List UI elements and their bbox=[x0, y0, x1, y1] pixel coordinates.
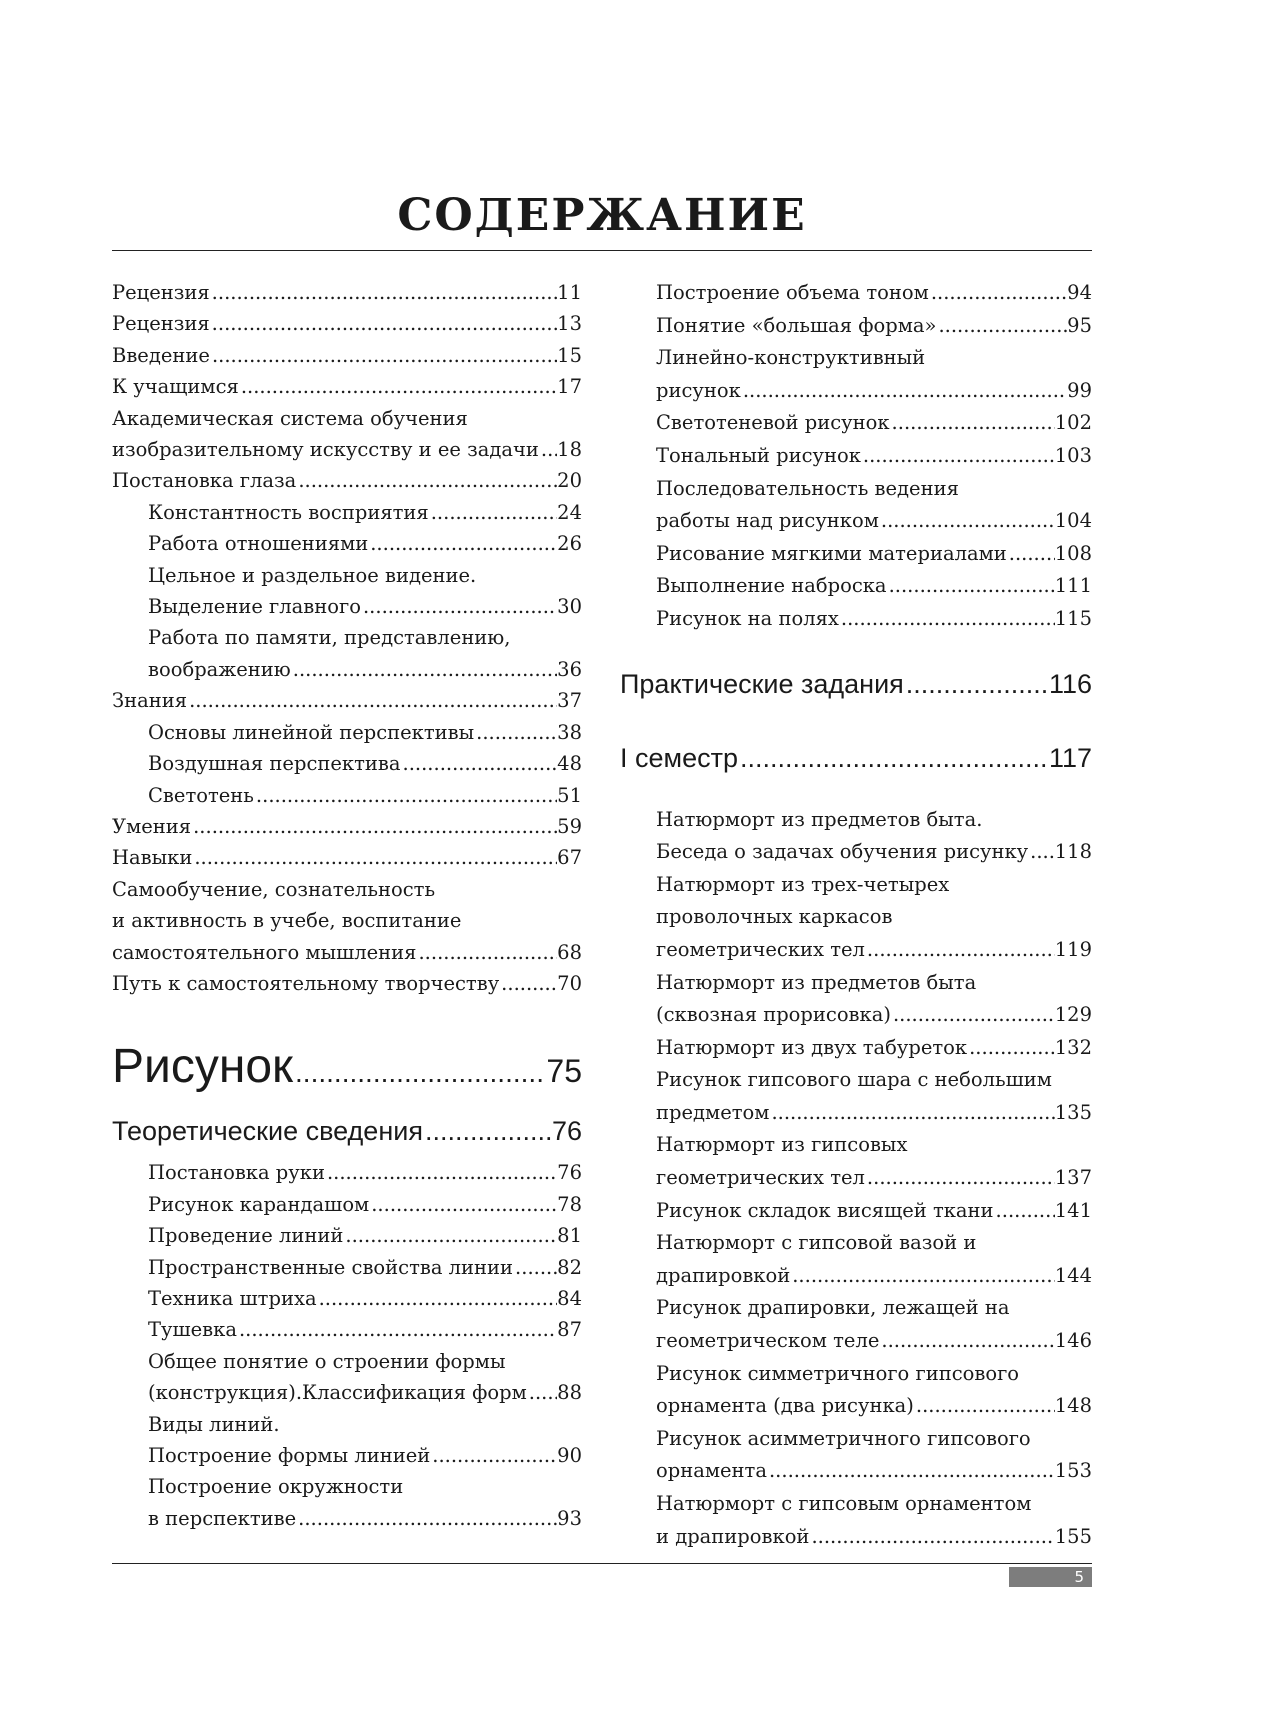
toc-entry-title: Работа отношениями bbox=[148, 532, 369, 556]
toc-entry bbox=[620, 1260, 1092, 1293]
toc-page-number: 20 bbox=[557, 469, 582, 493]
toc-entry bbox=[112, 528, 582, 559]
toc-entry bbox=[620, 538, 1092, 571]
toc-entry-title: (сквозная прорисовка) bbox=[656, 1003, 891, 1027]
toc-entry-title: орнамента (два рисунка) bbox=[656, 1394, 914, 1418]
toc-section-title: I семестр bbox=[620, 742, 738, 773]
toc-entry bbox=[112, 308, 582, 339]
toc-entry-title: Натюрморт из гипсовых bbox=[656, 1133, 908, 1157]
toc-entry-title: Постановка руки bbox=[148, 1161, 325, 1185]
toc-leader bbox=[1007, 538, 1055, 571]
toc-entry bbox=[112, 1314, 582, 1345]
toc-leader bbox=[865, 1162, 1055, 1195]
toc-leader bbox=[343, 1220, 557, 1251]
toc-entry bbox=[112, 371, 582, 402]
toc-entry-title: Натюрморт из двух табуреток bbox=[656, 1035, 968, 1059]
toc-page-number: 132 bbox=[1054, 1035, 1092, 1059]
toc-leader bbox=[296, 1503, 557, 1534]
toc-page-number: 68 bbox=[557, 940, 582, 964]
toc-leader bbox=[539, 434, 557, 465]
toc-entry bbox=[620, 375, 1092, 408]
toc-page-number: 118 bbox=[1054, 840, 1092, 864]
toc-leader bbox=[887, 570, 1055, 603]
toc-leader bbox=[890, 407, 1055, 440]
toc-leader bbox=[769, 1097, 1054, 1130]
toc-leader bbox=[239, 371, 557, 402]
toc-leader bbox=[296, 465, 557, 496]
toc-entry bbox=[112, 937, 582, 968]
toc-page-number: 153 bbox=[1054, 1459, 1092, 1483]
toc-entry-title: Последовательность ведения bbox=[656, 476, 959, 500]
toc-entry bbox=[112, 811, 582, 842]
toc-entry-title: Пространственные свойства линии bbox=[148, 1255, 514, 1279]
toc-leader bbox=[891, 999, 1055, 1032]
toc-entry-title: Выполнение наброска bbox=[656, 574, 887, 598]
toc-entry bbox=[112, 1471, 582, 1502]
toc-page-number: 87 bbox=[557, 1318, 582, 1342]
toc-entry bbox=[112, 874, 582, 905]
toc-entry bbox=[112, 905, 582, 936]
toc-entry bbox=[620, 310, 1092, 343]
toc-leader bbox=[994, 1195, 1055, 1228]
toc-section-practice bbox=[620, 662, 1092, 706]
toc-leader bbox=[325, 1157, 557, 1188]
toc-leader bbox=[914, 1390, 1055, 1423]
toc-page-number: 108 bbox=[1054, 541, 1092, 565]
toc-entry-title: Выделение главного bbox=[148, 595, 361, 619]
toc-entry-title: Умения bbox=[112, 814, 192, 838]
toc-entry-title: Самообучение, сознательность bbox=[112, 877, 436, 901]
toc-page-number: 48 bbox=[557, 752, 582, 776]
toc-entry-title: Основы линейной перспективы bbox=[148, 720, 475, 744]
toc-entry bbox=[620, 473, 1092, 506]
toc-entry-title: геометрическом теле bbox=[656, 1329, 880, 1353]
toc-leader bbox=[191, 811, 557, 842]
toc-entry-title: рисунок bbox=[656, 378, 741, 402]
toc-section-theory bbox=[112, 1109, 582, 1153]
toc-leader bbox=[499, 968, 557, 999]
toc-page-number: 38 bbox=[557, 720, 582, 744]
toc-right-top-list bbox=[620, 277, 1092, 636]
toc-page-number: 115 bbox=[1054, 606, 1092, 630]
toc-section-title: Теоретические сведения bbox=[112, 1116, 423, 1147]
toc-entry-title: Светотеневой рисунок bbox=[656, 411, 890, 435]
toc-entry bbox=[620, 1292, 1092, 1325]
toc-entry bbox=[620, 999, 1092, 1032]
toc-section-title: Рисунок bbox=[112, 1040, 294, 1094]
toc-page-number: 17 bbox=[557, 375, 582, 399]
toc-entry-title: Постановка глаза bbox=[112, 469, 297, 493]
toc-entry-title: Рецензия bbox=[112, 281, 210, 304]
toc-entry bbox=[112, 340, 582, 371]
toc-leader bbox=[527, 1377, 557, 1408]
toc-entry-title: Рисунок асимметричного гипсового bbox=[656, 1426, 1031, 1450]
toc-page-number: 37 bbox=[557, 689, 582, 713]
toc-entry-title: проволочных каркасов bbox=[656, 905, 893, 929]
toc-page-number: 99 bbox=[1067, 378, 1092, 402]
toc-entry bbox=[112, 1503, 582, 1534]
toc-entry-title: Работа по памяти, представлению, bbox=[148, 626, 511, 650]
toc-entry-title: Построение окружности bbox=[148, 1475, 404, 1499]
toc-entry bbox=[620, 836, 1092, 869]
toc-entry-title: Построение объема тоном bbox=[656, 281, 929, 304]
toc-page-number: 129 bbox=[1054, 1003, 1092, 1027]
footer-divider bbox=[112, 1563, 1092, 1564]
toc-entry bbox=[620, 1488, 1092, 1521]
toc-entry bbox=[620, 1064, 1092, 1097]
toc-entry bbox=[112, 403, 582, 434]
toc-entry-title: Путь к самостоятельному творчеству bbox=[112, 971, 500, 995]
toc-page-number: 59 bbox=[557, 814, 582, 838]
toc-leader bbox=[809, 1521, 1054, 1554]
toc-leader bbox=[369, 1189, 557, 1220]
toc-entry-title: и драпировкой bbox=[656, 1524, 810, 1548]
toc-page-number: 119 bbox=[1054, 937, 1092, 961]
toc-entry bbox=[112, 968, 582, 999]
toc-left-column bbox=[112, 277, 582, 1534]
toc-page-number: 84 bbox=[557, 1286, 582, 1310]
toc-leader bbox=[254, 780, 557, 811]
toc-section-drawing bbox=[112, 1037, 582, 1103]
toc-leader bbox=[741, 375, 1067, 408]
toc-leader bbox=[291, 654, 557, 685]
toc-entry-title: воображению bbox=[148, 657, 291, 681]
toc-entry bbox=[112, 748, 582, 779]
toc-page-number: 18 bbox=[557, 438, 582, 462]
toc-entry bbox=[620, 1097, 1092, 1130]
toc-page-number: 104 bbox=[1054, 509, 1092, 533]
toc-entry bbox=[620, 1195, 1092, 1228]
toc-left-list bbox=[112, 277, 582, 999]
toc-entry-title: Виды линий. bbox=[148, 1412, 280, 1436]
toc-leader bbox=[210, 277, 558, 308]
toc-section-semester bbox=[620, 736, 1092, 780]
toc-page-number: 15 bbox=[557, 343, 582, 367]
toc-entry-title: Беседа о задачах обучения рисунку bbox=[656, 840, 1029, 864]
toc-leader bbox=[210, 308, 558, 339]
toc-entry-title: Рисунок драпировки, лежащей на bbox=[656, 1296, 1010, 1320]
toc-entry bbox=[112, 685, 582, 716]
toc-page-number: 36 bbox=[557, 657, 582, 681]
toc-entry bbox=[112, 1346, 582, 1377]
toc-entry-title: Рисование мягкими материалами bbox=[656, 541, 1007, 565]
toc-entry bbox=[620, 277, 1092, 310]
toc-page-number: 90 bbox=[557, 1444, 582, 1467]
toc-page-number: 13 bbox=[557, 312, 582, 336]
toc-entry-title: работы над рисунком bbox=[656, 509, 879, 533]
toc-entry bbox=[620, 407, 1092, 440]
toc-entry bbox=[112, 591, 582, 622]
toc-entry-title: Рисунок карандашом bbox=[148, 1192, 370, 1216]
toc-entry bbox=[112, 497, 582, 528]
toc-entry-title: Академическая система обучения bbox=[112, 406, 468, 430]
toc-entry bbox=[112, 1409, 582, 1440]
toc-leader bbox=[317, 1283, 558, 1314]
toc-entry-title: Рисунок симметричного гипсового bbox=[656, 1361, 1020, 1385]
toc-page-number: 75 bbox=[546, 1053, 582, 1090]
toc-entry bbox=[620, 603, 1092, 636]
toc-page-number: 81 bbox=[557, 1224, 582, 1248]
toc-entry-title: Натюрморт из предметов быта bbox=[656, 970, 977, 994]
toc-page-number: 88 bbox=[557, 1381, 582, 1405]
toc-entry-title: Натюрморт из трех-четырех bbox=[656, 872, 950, 896]
toc-leader bbox=[474, 717, 557, 748]
toc-page-number: 95 bbox=[1067, 313, 1092, 337]
toc-entry-title: Рецензия bbox=[112, 312, 210, 336]
toc-page-number: 141 bbox=[1054, 1198, 1092, 1222]
toc-entry bbox=[620, 1521, 1092, 1554]
toc-entry bbox=[112, 1252, 582, 1283]
toc-leader bbox=[368, 528, 557, 559]
toc-leader bbox=[738, 736, 1049, 780]
toc-page-number: 102 bbox=[1054, 411, 1092, 435]
toc-entry bbox=[112, 1157, 582, 1188]
toc-leader bbox=[790, 1260, 1055, 1293]
toc-entry bbox=[620, 570, 1092, 603]
toc-entry-title: Константность восприятия bbox=[148, 500, 429, 524]
toc-leader bbox=[429, 497, 557, 528]
toc-entry-title: и активность в учебе, воспитание bbox=[112, 909, 462, 933]
toc-leader bbox=[936, 310, 1067, 343]
toc-leader bbox=[767, 1455, 1055, 1488]
toc-entry bbox=[620, 505, 1092, 538]
toc-leader bbox=[361, 591, 557, 622]
toc-entry bbox=[112, 1440, 582, 1471]
toc-entry-title: Проведение линий bbox=[148, 1224, 344, 1248]
toc-entry-title: Тушевка bbox=[148, 1318, 237, 1342]
toc-leader bbox=[861, 440, 1055, 473]
toc-leader bbox=[839, 603, 1055, 636]
toc-entry bbox=[112, 1189, 582, 1220]
toc-page-number: 11 bbox=[557, 281, 582, 304]
toc-page-number: 70 bbox=[557, 971, 582, 995]
toc-entry bbox=[620, 1032, 1092, 1065]
toc-page-number: 117 bbox=[1048, 742, 1092, 773]
toc-entry bbox=[112, 560, 582, 591]
toc-page-number: 144 bbox=[1054, 1263, 1092, 1287]
toc-entry-title: геометрических тел bbox=[656, 937, 865, 961]
toc-entry-title: Светотень bbox=[148, 783, 254, 807]
title-divider bbox=[112, 250, 1092, 251]
toc-page-number: 93 bbox=[557, 1506, 582, 1530]
toc-theory-list bbox=[112, 1157, 582, 1534]
toc-entry-title: Рисунок на полях bbox=[656, 606, 839, 630]
toc-entry-title: предметом bbox=[656, 1100, 770, 1124]
toc-entry-title: (конструкция).Классификация форм bbox=[148, 1381, 527, 1405]
toc-page-number: 146 bbox=[1054, 1329, 1092, 1353]
toc-entry bbox=[620, 1162, 1092, 1195]
toc-entry-title: Рисунок складок висящей ткани bbox=[656, 1198, 994, 1222]
toc-page-number: 76 bbox=[557, 1161, 582, 1185]
toc-entry bbox=[112, 1377, 582, 1408]
toc-leader bbox=[210, 340, 557, 371]
toc-page-number: 78 bbox=[557, 1192, 582, 1216]
toc-entry-title: Введение bbox=[112, 343, 210, 367]
toc-entry-title: самостоятельного мышления bbox=[112, 940, 417, 964]
toc-leader bbox=[879, 1325, 1054, 1358]
toc-leader bbox=[192, 842, 557, 873]
toc-entry-title: К учащимся bbox=[112, 375, 239, 399]
toc-page-number: 67 bbox=[557, 846, 582, 870]
toc-page-number: 137 bbox=[1054, 1166, 1092, 1190]
page-number-badge: 5 bbox=[1009, 1567, 1092, 1587]
toc-leader bbox=[879, 505, 1055, 538]
toc-entry-title: изобразительному искусству и ее задачи bbox=[112, 438, 539, 462]
toc-entry-title: Тональный рисунок bbox=[656, 443, 861, 467]
toc-section-title: Практические задания bbox=[620, 668, 904, 699]
toc-entry bbox=[112, 654, 582, 685]
toc-entry bbox=[620, 967, 1092, 1000]
toc-page-number: 30 bbox=[557, 595, 582, 619]
toc-entry-title: Воздушная перспектива bbox=[148, 752, 401, 776]
toc-entry bbox=[112, 277, 582, 308]
toc-page-number: 51 bbox=[557, 783, 582, 807]
toc-entry bbox=[620, 1358, 1092, 1391]
toc-entry-title: геометрических тел bbox=[656, 1166, 865, 1190]
toc-page-number: 135 bbox=[1054, 1100, 1092, 1124]
toc-entry-title: Цельное и раздельное видение. bbox=[148, 563, 477, 587]
toc-page-number: 103 bbox=[1054, 443, 1092, 467]
toc-leader bbox=[430, 1440, 557, 1471]
toc-leader bbox=[1028, 836, 1055, 869]
toc-page-number: 116 bbox=[1048, 668, 1092, 699]
toc-entry bbox=[112, 622, 582, 653]
toc-entry bbox=[620, 1423, 1092, 1456]
toc-entry bbox=[620, 804, 1092, 837]
toc-entry bbox=[620, 869, 1092, 902]
toc-entry-title: Натюрморт с гипсовой вазой и bbox=[656, 1231, 977, 1255]
toc-entry-title: драпировкой bbox=[656, 1263, 791, 1287]
toc-leader bbox=[187, 685, 557, 716]
toc-page-number: 24 bbox=[557, 500, 582, 524]
toc-page-number: 82 bbox=[557, 1255, 582, 1279]
toc-entry bbox=[112, 842, 582, 873]
toc-entry-title: Общее понятие о строении формы bbox=[148, 1349, 506, 1373]
toc-entry bbox=[620, 901, 1092, 934]
toc-leader bbox=[967, 1032, 1055, 1065]
toc-leader bbox=[513, 1252, 557, 1283]
toc-entry bbox=[112, 465, 582, 496]
toc-entry-title: Линейно-конструктивный bbox=[656, 346, 926, 370]
toc-entry bbox=[620, 1455, 1092, 1488]
toc-entry bbox=[112, 780, 582, 811]
toc-entry bbox=[620, 1325, 1092, 1358]
toc-entry-title: Понятие «большая форма» bbox=[656, 313, 937, 337]
toc-entry bbox=[112, 1220, 582, 1251]
toc-leader bbox=[237, 1314, 557, 1345]
toc-page-number: 148 bbox=[1054, 1394, 1092, 1418]
toc-leader bbox=[416, 937, 557, 968]
toc-page-number: 26 bbox=[557, 532, 582, 556]
page-title: СОДЕРЖАНИЕ bbox=[397, 190, 807, 241]
toc-entry bbox=[620, 1227, 1092, 1260]
toc-entry-title: Построение формы линией bbox=[148, 1444, 431, 1467]
toc-entry bbox=[620, 440, 1092, 473]
toc-semester-list bbox=[620, 804, 1092, 1554]
toc-leader bbox=[423, 1109, 552, 1153]
toc-entry bbox=[620, 934, 1092, 967]
toc-entry-title: в перспективе bbox=[148, 1506, 297, 1530]
toc-entry bbox=[620, 1129, 1092, 1162]
toc-entry-title: Техника штриха bbox=[148, 1286, 317, 1310]
toc-entry-title: Рисунок гипсового шара с небольшим bbox=[656, 1068, 1052, 1092]
toc-entry bbox=[112, 434, 582, 465]
toc-leader bbox=[401, 748, 558, 779]
toc-right-column bbox=[620, 277, 1092, 1553]
toc-page-number: 94 bbox=[1067, 281, 1092, 304]
toc-entry bbox=[112, 717, 582, 748]
toc-entry-title: Натюрморт с гипсовым орнаментом bbox=[656, 1492, 1032, 1515]
toc-leader bbox=[865, 934, 1055, 967]
toc-page-number: 111 bbox=[1054, 574, 1092, 598]
toc-entry bbox=[620, 1390, 1092, 1423]
toc-entry bbox=[112, 1283, 582, 1314]
toc-entry-title: орнамента bbox=[656, 1459, 767, 1483]
toc-entry-title: Натюрморт из предметов быта. bbox=[656, 807, 983, 831]
toc-entry-title: Знания bbox=[112, 689, 188, 713]
toc-leader bbox=[929, 277, 1067, 310]
toc-entry-title: Навыки bbox=[112, 846, 193, 870]
toc-page-number: 155 bbox=[1054, 1524, 1092, 1548]
toc-leader bbox=[904, 662, 1049, 706]
toc-leader bbox=[293, 1037, 546, 1103]
toc-entry bbox=[620, 342, 1092, 375]
toc-page-number: 76 bbox=[551, 1116, 582, 1147]
